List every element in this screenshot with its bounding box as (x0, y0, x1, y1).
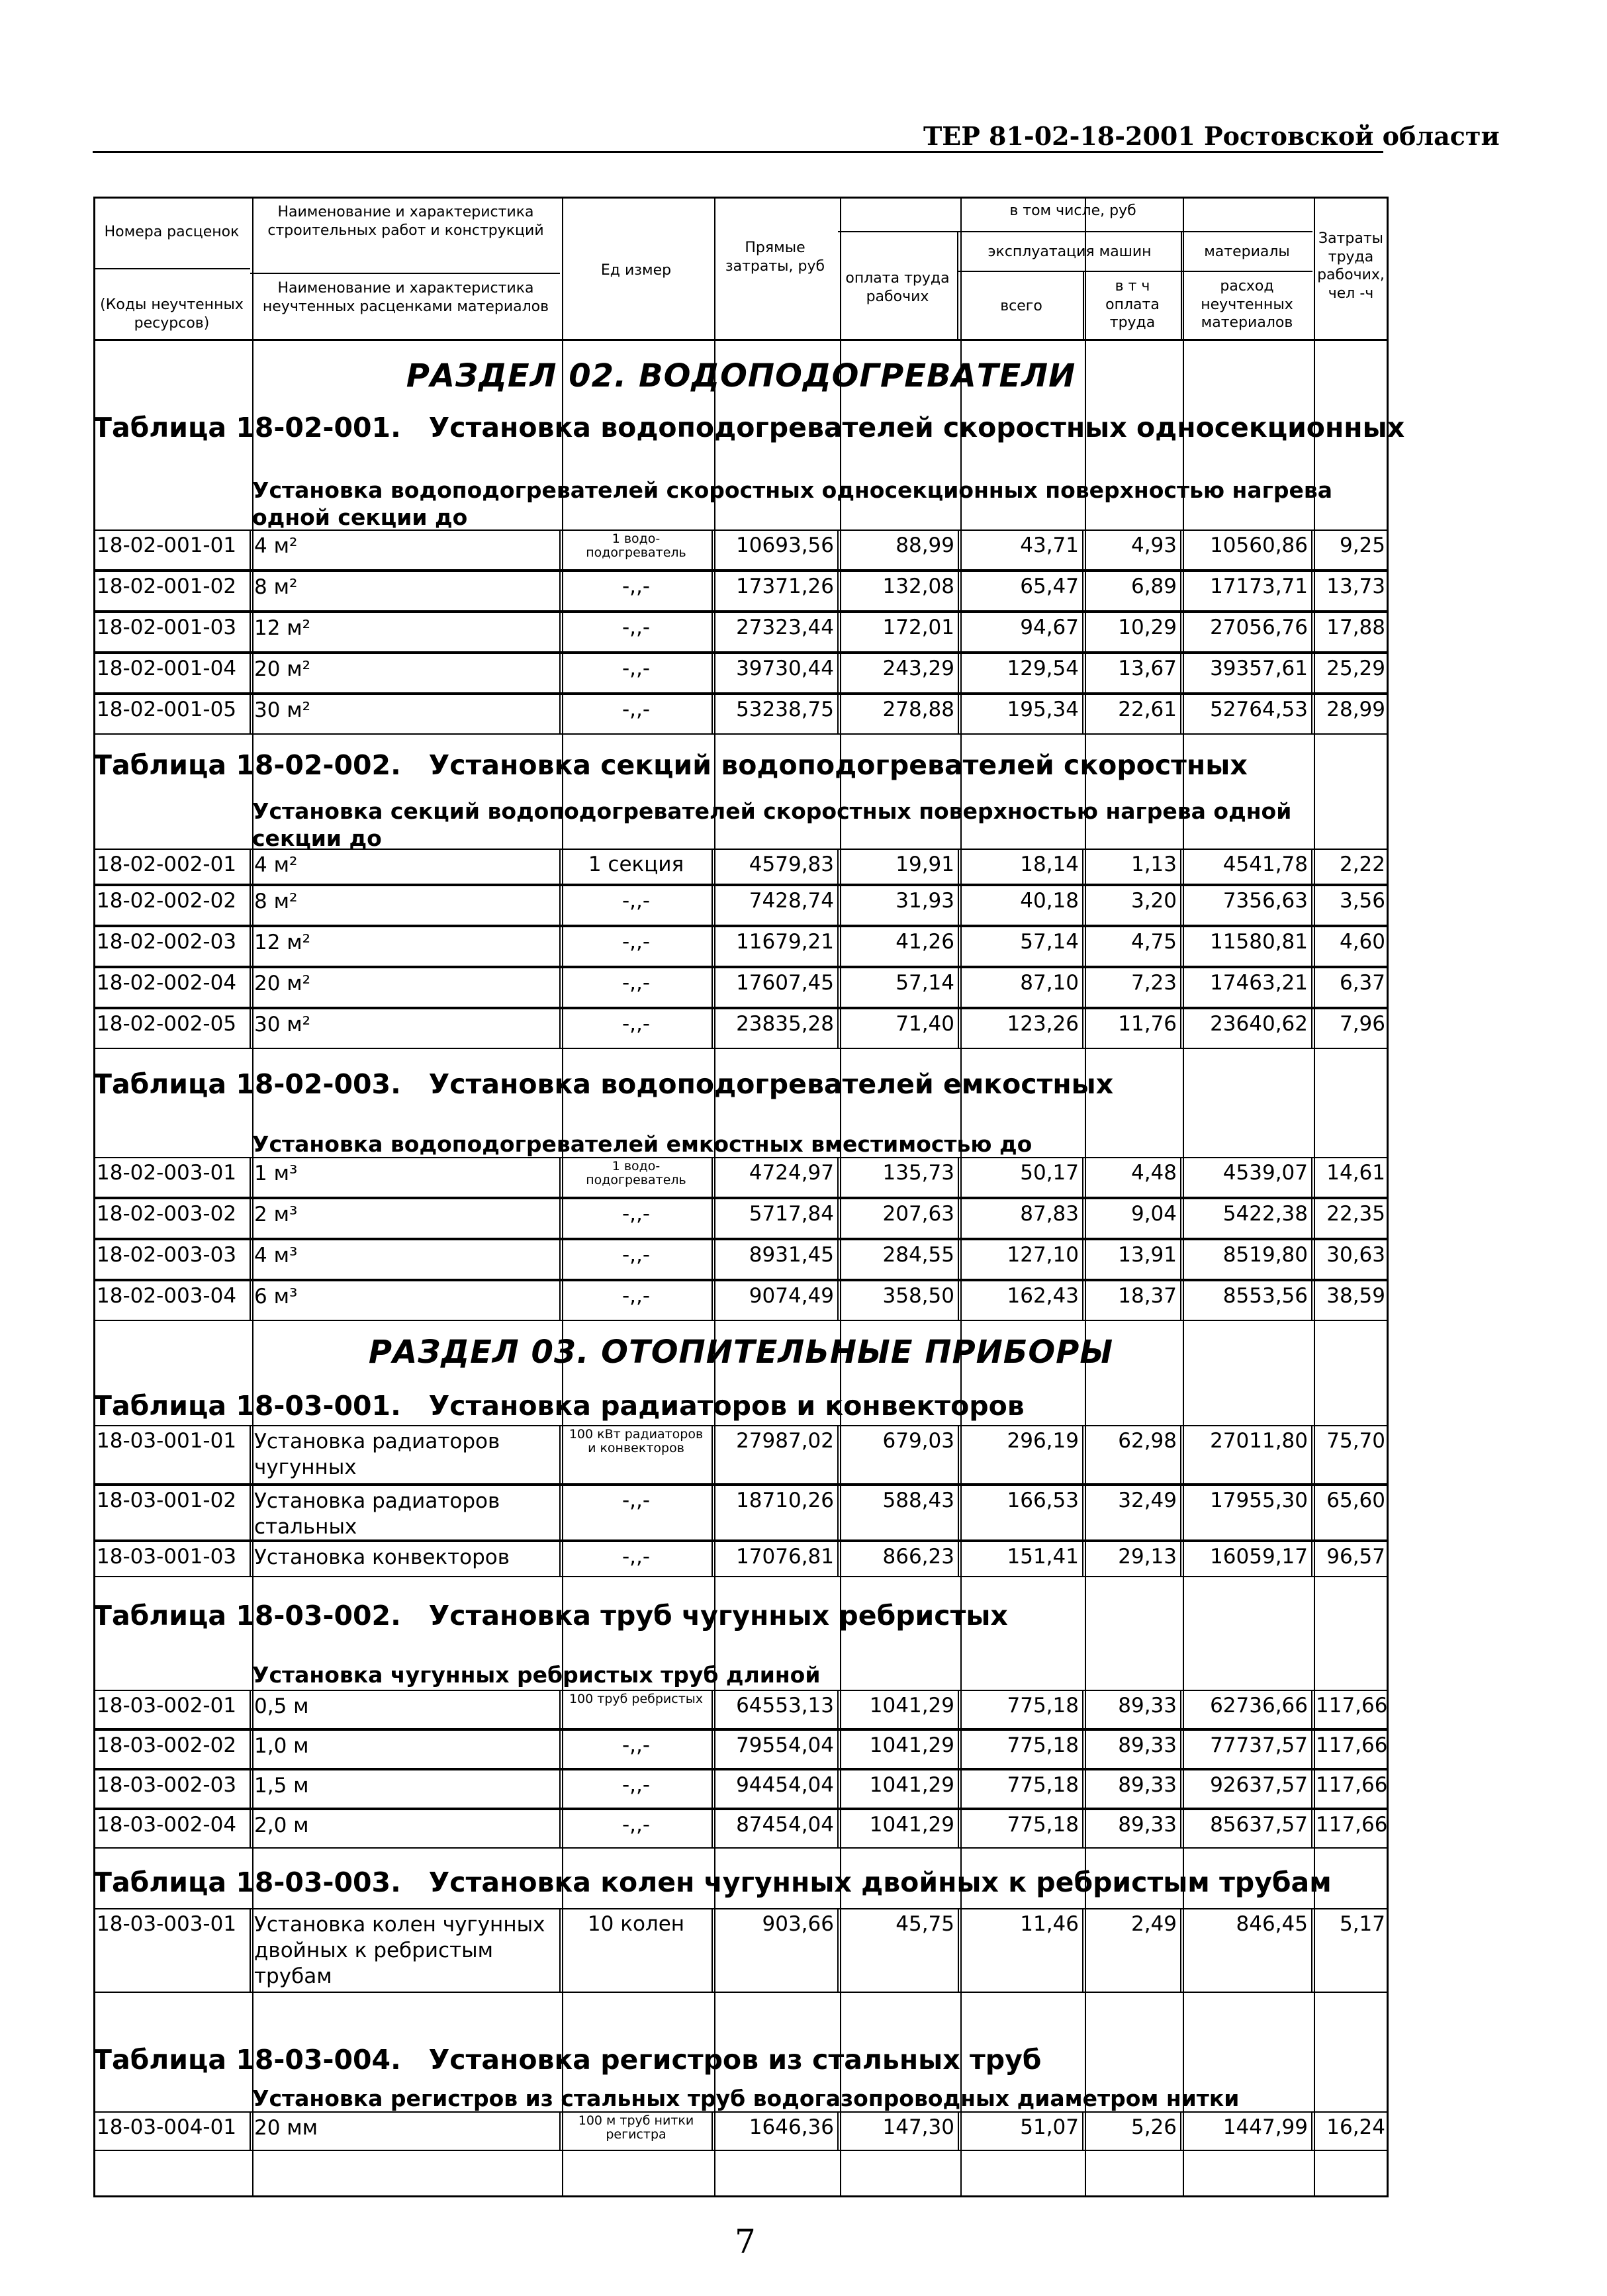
cell-labor: 41,26 (839, 927, 959, 966)
cell-code: 18-02-001-01 (93, 531, 251, 569)
cell-hours: 117,66 (1316, 1773, 1388, 1797)
cell-machines: 11,46 (959, 1909, 1083, 1992)
cell-hours: 25,29 (1326, 657, 1385, 680)
table-row (93, 1729, 1389, 1769)
table-name: Установка регистров из стальных труб (428, 2044, 1042, 2076)
cell-materials: 52764,53 (1181, 695, 1312, 733)
table-number: Таблица 18-03-004. (93, 2044, 401, 2076)
table-name: Установка труб чугунных ребристых (428, 1600, 1008, 1631)
cell-machines: 775,18 (959, 1770, 1083, 1808)
table-row (93, 1690, 1389, 1729)
cell-code: 18-02-002-01 (93, 850, 251, 884)
col-name-bottom: Наименование и характеристика неучтенных расценками материалов (262, 280, 549, 315)
cell-direct: 11679,21 (713, 927, 839, 966)
cell-machines: 94,67 (959, 613, 1083, 651)
cell-unit: -,,- (561, 613, 713, 651)
cell-name: 1,0 м (251, 1731, 561, 1768)
table-row (93, 1239, 1389, 1280)
cell-hours: 75,70 (1326, 1429, 1385, 1453)
table-subtitle: Установка водоподогревателей скоростных односекционных поверхностью нагрева одной секции до (252, 477, 1332, 531)
cell-machines: 296,19 (959, 1426, 1083, 1483)
cell-unit: 1 водо-подогреватель (561, 1158, 713, 1197)
cell-hours: 4,60 (1339, 930, 1385, 954)
cell-name: 0,5 м (251, 1691, 561, 1728)
cell-hours: 14,61 (1326, 1161, 1385, 1185)
cell-direct: 94454,04 (713, 1770, 839, 1808)
cell-machines-labor: 13,67 (1083, 654, 1181, 692)
col-direct: Прямые затраты, руб (725, 240, 825, 275)
cell-name: Установка конвекторов (251, 1542, 561, 1576)
cell-materials: 92637,57 (1181, 1770, 1312, 1808)
table-row (93, 1425, 1389, 1485)
cell-code: 18-02-001-05 (93, 695, 251, 733)
cell-hours: 117,66 (1316, 1813, 1388, 1837)
cell-materials: 8553,56 (1181, 1281, 1312, 1320)
cell-hours: 28,99 (1326, 698, 1385, 721)
cell-hours: 22,35 (1326, 1202, 1385, 1226)
cell-machines: 151,41 (959, 1542, 1083, 1576)
table-row (93, 2111, 1389, 2151)
cell-unit: 1 секция (561, 850, 713, 884)
col-name-top: Наименование и характеристика строительных работ и конструкций (267, 204, 544, 239)
cell-labor: 1041,29 (839, 1691, 959, 1728)
cell-code: 18-03-004-01 (93, 2113, 251, 2150)
cell-code: 18-02-001-03 (93, 613, 251, 651)
cell-direct: 17607,45 (713, 968, 839, 1007)
cell-hours: 6,37 (1339, 971, 1385, 995)
cell-direct: 5717,84 (713, 1199, 839, 1238)
col-code-top: Номера расценок (104, 224, 240, 240)
cell-direct: 17371,26 (713, 572, 839, 610)
cell-machines: 127,10 (959, 1240, 1083, 1279)
table-row (93, 1280, 1389, 1321)
table-title (93, 1067, 1384, 1102)
cell-unit: -,,- (561, 1281, 713, 1320)
cell-direct: 4724,97 (713, 1158, 839, 1197)
cell-direct: 23835,28 (713, 1009, 839, 1048)
cell-hours: 30,63 (1326, 1243, 1385, 1267)
table-name: Установка водоподогревателей скоростных односекционных (428, 412, 1405, 443)
cell-machines: 162,43 (959, 1281, 1083, 1320)
table-subtitle: Установка секций водоподогревателей скоростных поверхностью нагрева одной секции до (252, 798, 1292, 852)
table-name: Установка секций водоподогревателей скоростных (428, 749, 1248, 781)
cell-hours: 5,17 (1339, 1912, 1385, 1936)
cell-machines-labor: 89,33 (1083, 1731, 1181, 1768)
cell-unit: -,,- (561, 1009, 713, 1048)
cell-unit: -,,- (561, 1240, 713, 1279)
cell-materials: 39357,61 (1181, 654, 1312, 692)
table-number: Таблица 18-03-003. (93, 1866, 401, 1898)
cell-machines: 51,07 (959, 2113, 1083, 2150)
cell-machines: 87,83 (959, 1199, 1083, 1238)
cell-labor: 19,91 (839, 850, 959, 884)
cell-unit: -,,- (561, 654, 713, 692)
cell-hours: 17,88 (1326, 616, 1385, 639)
cell-labor: 31,93 (839, 886, 959, 925)
cell-machines-labor: 2,49 (1083, 1909, 1181, 1992)
cell-hours: 117,66 (1316, 1733, 1388, 1757)
section-title: РАЗДЕЛ 03. ОТОПИТЕЛЬНЫЕ ПРИБОРЫ (368, 1334, 1114, 1371)
table-row (93, 926, 1389, 967)
cell-machines-labor: 13,91 (1083, 1240, 1181, 1279)
cell-materials: 7356,63 (1181, 886, 1312, 925)
cell-hours: 7,96 (1339, 1012, 1385, 1036)
table-row (93, 849, 1389, 885)
cell-direct: 9074,49 (713, 1281, 839, 1320)
cell-labor: 1041,29 (839, 1810, 959, 1847)
col-unit: Ед измер (600, 262, 672, 279)
cell-hours: 65,60 (1326, 1489, 1385, 1512)
table-number: Таблица 18-03-001. (93, 1390, 401, 1422)
col-machines: эксплуатация машин (987, 244, 1152, 260)
cell-code: 18-03-001-01 (93, 1426, 251, 1483)
cell-name: 4 м² (251, 850, 561, 884)
cell-name: 12 м² (251, 613, 561, 651)
cell-name: 1 м³ (251, 1158, 561, 1197)
cell-code: 18-02-001-04 (93, 654, 251, 692)
table-row (93, 1541, 1389, 1577)
cell-machines-labor: 18,37 (1083, 1281, 1181, 1320)
cell-unit: -,,- (561, 1810, 713, 1847)
cell-code: 18-02-002-05 (93, 1009, 251, 1048)
table-subtitle: Установка регистров из стальных труб водогазопроводных диаметром нитки (252, 2086, 1240, 2111)
cell-code: 18-02-002-03 (93, 927, 251, 966)
section-title: РАЗДЕЛ 02. ВОДОПОДОГРЕВАТЕЛИ (406, 357, 1076, 394)
cell-direct: 17076,81 (713, 1542, 839, 1576)
cell-labor: 172,01 (839, 613, 959, 651)
cell-direct: 8931,45 (713, 1240, 839, 1279)
cell-machines-labor: 6,89 (1083, 572, 1181, 610)
cell-labor: 588,43 (839, 1486, 959, 1539)
cell-labor: 45,75 (839, 1909, 959, 1992)
cell-machines-labor: 32,49 (1083, 1486, 1181, 1539)
cell-unit: 100 кВт радиаторов и конвекторов (561, 1426, 713, 1483)
cell-name: Установка колен чугунных двойных к ребристым трубам (251, 1909, 561, 1992)
cell-materials: 1447,99 (1181, 2113, 1312, 2150)
cell-direct: 87454,04 (713, 1810, 839, 1847)
table-title (93, 410, 1405, 445)
cell-direct: 903,66 (713, 1909, 839, 1992)
table-title (93, 1865, 1384, 1900)
cell-machines-labor: 89,33 (1083, 1691, 1181, 1728)
page-header: ТЕР 81-02-18-2001 Ростовской области (923, 121, 1500, 151)
cell-labor: 88,99 (839, 531, 959, 569)
col-materials-unaccounted: расход неучтенных материалов (1201, 278, 1293, 331)
cell-machines-labor: 3,20 (1083, 886, 1181, 925)
cell-code: 18-02-003-01 (93, 1158, 251, 1197)
cell-name: 4 м³ (251, 1240, 561, 1279)
cell-code: 18-02-002-04 (93, 968, 251, 1007)
cell-materials: 846,45 (1181, 1909, 1312, 1992)
cell-name: 4 м² (251, 531, 561, 569)
cell-materials: 77737,57 (1181, 1731, 1312, 1768)
cell-name: 6 м³ (251, 1281, 561, 1320)
cell-materials: 85637,57 (1181, 1810, 1312, 1847)
cell-name: 20 мм (251, 2113, 561, 2150)
table-row (93, 529, 1389, 571)
cell-labor: 278,88 (839, 695, 959, 733)
cell-name: 30 м² (251, 1009, 561, 1048)
cell-labor: 147,30 (839, 2113, 959, 2150)
cell-labor: 1041,29 (839, 1770, 959, 1808)
cell-code: 18-03-002-01 (93, 1691, 251, 1728)
cell-machines-labor: 11,76 (1083, 1009, 1181, 1048)
col-incl: в том числе, руб (1009, 203, 1136, 219)
cell-name: Установка радиаторов чугунных (251, 1426, 561, 1483)
cell-machines-labor: 4,75 (1083, 927, 1181, 966)
cell-machines-labor: 22,61 (1083, 695, 1181, 733)
cell-code: 18-02-003-04 (93, 1281, 251, 1320)
cell-materials: 11580,81 (1181, 927, 1312, 966)
cell-hours: 16,24 (1326, 2115, 1385, 2139)
table-row (93, 653, 1389, 694)
cell-unit: -,,- (561, 1542, 713, 1576)
cell-code: 18-03-002-03 (93, 1770, 251, 1808)
table-row (93, 1198, 1389, 1239)
cell-hours: 3,56 (1339, 889, 1385, 913)
cell-direct: 18710,26 (713, 1486, 839, 1539)
table-number: Таблица 18-03-002. (93, 1600, 401, 1631)
col-machines-total: всего (1000, 298, 1042, 314)
cell-machines: 87,10 (959, 968, 1083, 1007)
cell-materials: 8519,80 (1181, 1240, 1312, 1279)
cell-code: 18-03-003-01 (93, 1909, 251, 1992)
cell-direct: 4579,83 (713, 850, 839, 884)
cell-code: 18-02-003-02 (93, 1199, 251, 1238)
page-number: 7 (735, 2223, 756, 2261)
table-name: Установка водоподогревателей емкостных (428, 1068, 1114, 1100)
cell-hours: 38,59 (1326, 1284, 1385, 1308)
cell-machines: 57,14 (959, 927, 1083, 966)
table-row (93, 967, 1389, 1008)
cell-direct: 64553,13 (713, 1691, 839, 1728)
cell-name: 2 м³ (251, 1199, 561, 1238)
cell-materials: 5422,38 (1181, 1199, 1312, 1238)
cell-name: 20 м² (251, 654, 561, 692)
cell-unit: 100 м труб нитки регистра (561, 2113, 713, 2150)
cell-hours: 96,57 (1326, 1545, 1385, 1569)
cell-labor: 866,23 (839, 1542, 959, 1576)
col-labor-cost: Затраты труда рабочих, чел -ч (1317, 230, 1385, 302)
cell-unit: -,,- (561, 695, 713, 733)
cell-unit: -,,- (561, 886, 713, 925)
table-title (93, 748, 1384, 783)
table-row (93, 1769, 1389, 1809)
table-number: Таблица 18-02-002. (93, 749, 401, 781)
cell-labor: 71,40 (839, 1009, 959, 1048)
cell-name: 2,0 м (251, 1810, 561, 1847)
cell-machines: 195,34 (959, 695, 1083, 733)
cell-direct: 79554,04 (713, 1731, 839, 1768)
cell-materials: 16059,17 (1181, 1542, 1312, 1576)
col-machines-labor: в т ч оплата труда (1105, 278, 1160, 331)
cell-direct: 10693,56 (713, 531, 839, 569)
cell-direct: 27987,02 (713, 1426, 839, 1483)
cell-labor: 132,08 (839, 572, 959, 610)
cell-machines-labor: 4,48 (1083, 1158, 1181, 1197)
cell-machines: 775,18 (959, 1810, 1083, 1847)
table-row (93, 1809, 1389, 1849)
table-title (93, 2043, 1384, 2078)
cell-name: Установка радиаторов стальных (251, 1486, 561, 1539)
cell-direct: 7428,74 (713, 886, 839, 925)
cell-labor: 284,55 (839, 1240, 959, 1279)
table-row (93, 1008, 1389, 1049)
cell-unit: -,,- (561, 968, 713, 1007)
cell-code: 18-02-003-03 (93, 1240, 251, 1279)
cell-materials: 10560,86 (1181, 531, 1312, 569)
cell-machines: 775,18 (959, 1731, 1083, 1768)
table-row (93, 1908, 1389, 1993)
cell-materials: 4539,07 (1181, 1158, 1312, 1197)
cell-machines: 123,26 (959, 1009, 1083, 1048)
cell-unit: 10 колен (561, 1909, 713, 1992)
cell-machines-labor: 89,33 (1083, 1810, 1181, 1847)
cell-code: 18-03-002-02 (93, 1731, 251, 1768)
cell-materials: 4541,78 (1181, 850, 1312, 884)
cell-machines-labor: 62,98 (1083, 1426, 1181, 1483)
cell-name: 20 м² (251, 968, 561, 1007)
cell-labor: 1041,29 (839, 1731, 959, 1768)
cell-machines: 166,53 (959, 1486, 1083, 1539)
header-rule (93, 151, 1383, 153)
cell-unit: -,,- (561, 1486, 713, 1539)
cell-machines: 43,71 (959, 531, 1083, 569)
cell-unit: 100 труб ребристых (561, 1691, 713, 1728)
cell-hours: 13,73 (1326, 574, 1385, 598)
cell-name: 30 м² (251, 695, 561, 733)
cell-materials: 62736,66 (1181, 1691, 1312, 1728)
cell-materials: 23640,62 (1181, 1009, 1312, 1048)
cell-machines-labor: 29,13 (1083, 1542, 1181, 1576)
table-row (93, 1485, 1389, 1541)
table-title (93, 1598, 1384, 1633)
col-materials: материалы (1204, 244, 1290, 260)
cell-direct: 53238,75 (713, 695, 839, 733)
table-row (93, 885, 1389, 926)
cell-labor: 57,14 (839, 968, 959, 1007)
cell-code: 18-03-001-02 (93, 1486, 251, 1539)
cell-materials: 17955,30 (1181, 1486, 1312, 1539)
cell-code: 18-03-001-03 (93, 1542, 251, 1576)
cell-labor: 679,03 (839, 1426, 959, 1483)
table-row (93, 571, 1389, 612)
cell-direct: 27323,44 (713, 613, 839, 651)
table-row (93, 1157, 1389, 1198)
cell-code: 18-02-001-02 (93, 572, 251, 610)
cell-machines-labor: 10,29 (1083, 613, 1181, 651)
cell-unit: -,,- (561, 1199, 713, 1238)
cell-machines-labor: 5,26 (1083, 2113, 1181, 2150)
cell-code: 18-03-002-04 (93, 1810, 251, 1847)
cell-machines: 40,18 (959, 886, 1083, 925)
table-row (93, 612, 1389, 653)
cell-unit: 1 водо-подогреватель (561, 531, 713, 569)
cell-unit: -,,- (561, 572, 713, 610)
table-name: Установка радиаторов и конвекторов (428, 1390, 1025, 1422)
cell-name: 1,5 м (251, 1770, 561, 1808)
table-row (93, 694, 1389, 735)
cell-name: 12 м² (251, 927, 561, 966)
table-title (93, 1389, 1384, 1424)
cell-unit: -,,- (561, 1731, 713, 1768)
cell-materials: 27011,80 (1181, 1426, 1312, 1483)
table-number: Таблица 18-02-003. (93, 1068, 401, 1100)
cell-labor: 243,29 (839, 654, 959, 692)
cell-machines: 65,47 (959, 572, 1083, 610)
cell-machines: 18,14 (959, 850, 1083, 884)
cell-unit: -,,- (561, 1770, 713, 1808)
cell-hours: 9,25 (1339, 533, 1385, 557)
cell-materials: 27056,76 (1181, 613, 1312, 651)
cell-name: 8 м² (251, 886, 561, 925)
table-name: Установка колен чугунных двойных к ребристым трубам (428, 1866, 1332, 1898)
cell-direct: 1646,36 (713, 2113, 839, 2150)
cell-materials: 17463,21 (1181, 968, 1312, 1007)
cell-labor: 358,50 (839, 1281, 959, 1320)
cell-machines: 50,17 (959, 1158, 1083, 1197)
cell-unit: -,,- (561, 927, 713, 966)
cell-materials: 17173,71 (1181, 572, 1312, 610)
cell-name: 8 м² (251, 572, 561, 610)
cell-machines: 129,54 (959, 654, 1083, 692)
cell-machines-labor: 89,33 (1083, 1770, 1181, 1808)
cell-direct: 39730,44 (713, 654, 839, 692)
cell-hours: 2,22 (1339, 852, 1385, 876)
col-code-bottom: (Коды неучтенных ресурсов) (100, 297, 244, 332)
cell-labor: 207,63 (839, 1199, 959, 1238)
table-number: Таблица 18-02-001. (93, 412, 401, 443)
table-header (93, 197, 1389, 341)
cell-labor: 135,73 (839, 1158, 959, 1197)
cell-machines-labor: 9,04 (1083, 1199, 1181, 1238)
cell-code: 18-02-002-02 (93, 886, 251, 925)
cell-machines-labor: 7,23 (1083, 968, 1181, 1007)
cell-machines-labor: 4,93 (1083, 531, 1181, 569)
table-subtitle: Установка водоподогревателей емкостных вместимостью до (252, 1131, 1033, 1157)
cell-machines-labor: 1,13 (1083, 850, 1181, 884)
table-subtitle: Установка чугунных ребристых труб длиной (252, 1662, 821, 1688)
cell-hours: 117,66 (1316, 1694, 1388, 1718)
col-labor-pay: оплата труда рабочих (845, 270, 950, 305)
cell-machines: 775,18 (959, 1691, 1083, 1728)
